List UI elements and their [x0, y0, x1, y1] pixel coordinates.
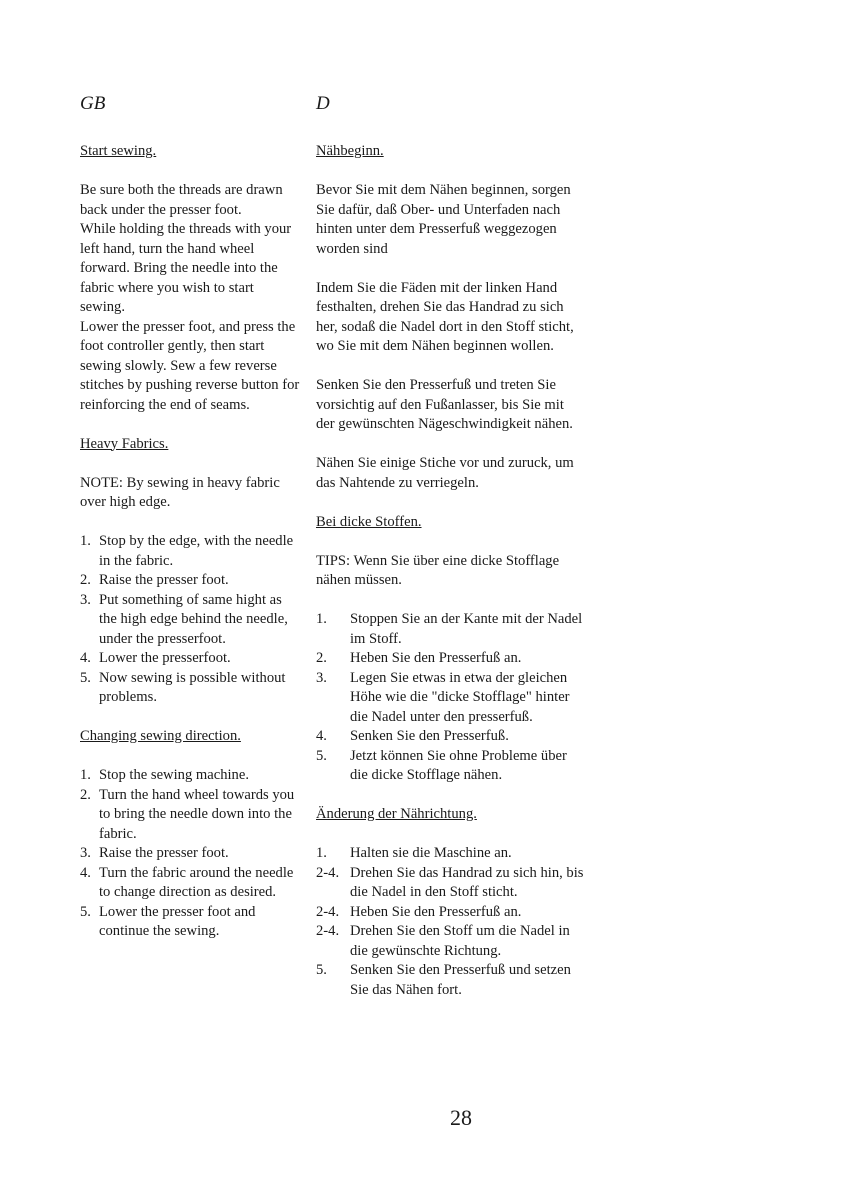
changing-direction-steps — [80, 766, 300, 942]
list-item: 3. Raise the presser foot. — [80, 845, 229, 861]
english-column — [80, 92, 300, 942]
heavy-fabrics-steps — [316, 610, 586, 786]
language-label: D — [316, 93, 330, 114]
list-item: 5. Lower the presser foot and continue the sewing. — [80, 903, 256, 939]
list-item: 2. Raise the presser foot. — [80, 572, 229, 588]
list-item: 2-4. Drehen Sie den Stoff um die Nadel in die gewünschte Richtung. — [316, 923, 570, 959]
list-item: 2-4. Heben Sie den Presserfuß an. — [316, 903, 522, 920]
paragraph: Senken Sie den Presserfuß und treten Sie vorsichtig auf den Fußanlasser, bis Sie mit der gewünschten Nägeschwindigkeit nähen. — [316, 377, 573, 432]
heavy-fabrics-heading: Bei dicke Stoffen. — [316, 513, 422, 530]
start-sewing-heading: Start sewing. — [80, 143, 157, 159]
heavy-fabrics-steps — [80, 532, 300, 708]
changing-direction-heading: Änderung der Nährichtung. — [316, 806, 477, 822]
list-item: 1. Stop by the edge, with the needle in the fabric. — [80, 533, 294, 569]
list-item: 1. Stoppen Sie an der Kante mit der Nadel im Stoff. — [316, 611, 583, 647]
paragraph: Nähen Sie einige Stiche vor und zuruck, um das Nahtende zu verriegeln. — [316, 455, 574, 491]
paragraph: Bevor Sie mit dem Nähen beginnen, sorgen Sie dafür, daß Ober- und Unterfaden nach hinten unter dem Presserfuß weggezogen worden sind — [316, 182, 571, 257]
list-item: 1. Halten sie die Maschine an. — [316, 845, 512, 861]
list-item: 5. Jetzt können Sie ohne Probleme über die dicke Stofflage nähen. — [316, 747, 567, 783]
paragraph: While holding the threads with your left hand, turn the hand wheel forward. Bring the needle into the fabric where you wish to start sewing. — [80, 221, 292, 315]
page-number: 28 — [450, 1105, 472, 1130]
list-item: 5. Senken Sie den Presserfuß und setzen Sie das Nähen fort. — [316, 962, 571, 998]
language-label: GB — [80, 93, 106, 114]
changing-direction-steps — [316, 844, 586, 1000]
start-sewing-heading: Nähbeginn. — [316, 143, 384, 159]
heavy-fabrics-heading: Heavy Fabrics. — [80, 435, 169, 452]
list-item: 5. Now sewing is possible without problems. — [80, 669, 286, 705]
list-item: 4. Turn the fabric around the needle to change direction as desired. — [80, 864, 294, 900]
changing-direction-heading: Changing sewing direction. — [80, 728, 241, 744]
note: NOTE: By sewing in heavy fabric over high edge. — [80, 474, 280, 510]
list-item: 3. Legen Sie etwas in etwa der gleichen Höhe wie die "dicke Stofflage" hinter die Nadel unter den presserfuß. — [316, 669, 570, 725]
note: TIPS: Wenn Sie über eine dicke Stofflage nähen müssen. — [316, 552, 560, 588]
list-item: 2-4. Drehen Sie das Handrad zu sich hin, bis die Nadel in den Stoff sticht. — [316, 864, 584, 900]
paragraph: Lower the presser foot, and press the foot controller gently, then start sewing slowly. Sew a few reverse stitches by pushing reverse button for reinforcing the end of seams. — [80, 318, 300, 413]
list-item: 4. Senken Sie den Presserfuß. — [316, 728, 509, 744]
german-column — [316, 92, 586, 1000]
paragraph: Indem Sie die Fäden mit der linken Hand festhalten, drehen Sie das Handrad zu sich her, sodaß die Nadel dort in den Stoff sticht, wo Sie mit dem Nähen beginnen wollen. — [316, 279, 574, 354]
list-item: 1. Stop the sewing machine. — [80, 767, 249, 783]
list-item: 2. Turn the hand wheel towards you to bring the needle down into the fabric. — [80, 786, 295, 842]
list-item: 4. Lower the presserfoot. — [80, 650, 231, 666]
list-item: 2. Heben Sie den Presserfuß an. — [316, 650, 522, 666]
paragraph: Be sure both the threads are drawn back under the presser foot. — [80, 182, 283, 218]
list-item: 3. Put something of same hight as the high edge behind the needle, under the presserfoot. — [80, 591, 288, 647]
